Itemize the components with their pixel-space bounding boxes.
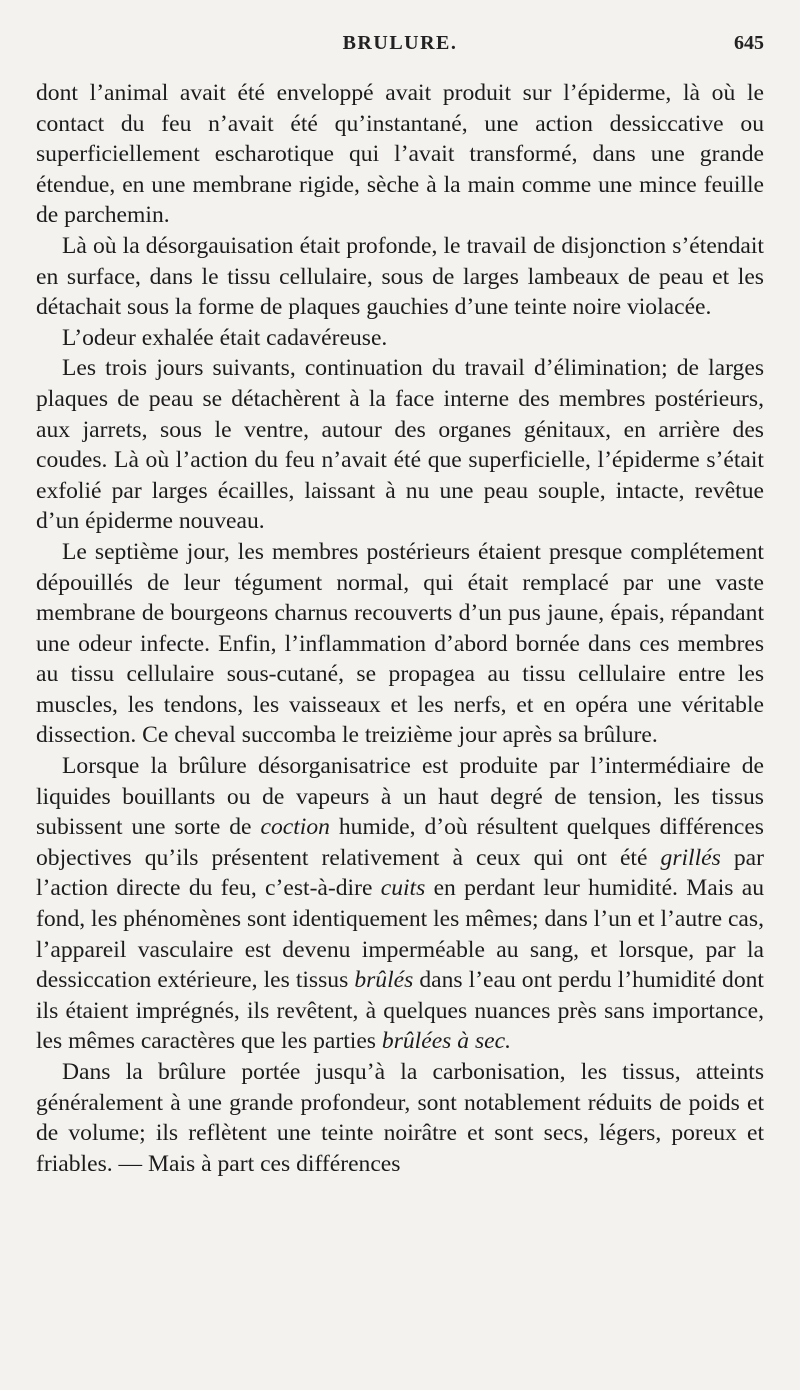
italic-term: coction: [260, 814, 330, 841]
paragraph-1: [36, 78, 764, 231]
paragraph-7: [36, 1057, 764, 1179]
body-text: [36, 78, 764, 1179]
paragraph-6: [36, 751, 764, 1057]
page-number: 645: [734, 32, 764, 54]
paragraph-5: [36, 537, 764, 751]
text-run: L’odeur exhalée était cadavéreuse.: [62, 324, 388, 351]
text-run: par l’action directe du feu, c’est-à-dire: [36, 844, 765, 902]
text-run: en perdant leur humidité. Mais au fond, les phénomènes sont identiquement les mêmes; dans l’un et l’autre cas, l’appareil vasculaire est devenu imperméable au sang, et lorsque, par la dessiccation extérieure, les tissus: [36, 875, 764, 994]
paragraph-3: [36, 323, 764, 354]
italic-term: brûlés: [354, 967, 414, 994]
paragraph-2: [36, 231, 764, 323]
running-head: [36, 32, 764, 62]
text-run: Le septième jour, les membres postérieurs étaient presque complétement dépouillés de leur tégument normal, qui était remplacé par une vaste membrane de bourgeons charnus recouverts d’un pus jaune, épais, répandant une odeur infecte. Enfin, l’inflammation d’abord bornée dans ces membres au tissu cellulaire sous-cutané, se propagea au tissu cellulaire entre les muscles, les tendons, les vaisseaux et les nerfs, et en opéra une véritable dissection. Ce cheval succomba le treizième jour après sa brûlure.: [36, 538, 764, 749]
paragraph-4: [36, 353, 764, 537]
text-run: dont l’animal avait été enveloppé avait produit sur l’épiderme, là où le contact du feu n’avait été qu’instantané, une action dessiccative ou superficiellement escharotique qui l’avait transformé, dans une grande étendue, en une membrane rigide, sèche à la main comme une mince feuille de parchemin.: [36, 80, 764, 229]
running-title: BRULURE.: [342, 32, 458, 54]
italic-term: grillés: [660, 844, 721, 871]
text-run: dans l’eau ont perdu l’humidité dont ils étaient imprégnés, ils revêtent, à quelques nuances près sans importance, les mêmes caractères que les parties: [36, 967, 764, 1055]
italic-term: brûlées à sec.: [381, 1028, 511, 1055]
text-run: Dans la brûlure portée jusqu’à la carbonisation, les tissus, atteints généralement à une grande profondeur, sont notablement réduits de poids et de volume; ils reflètent une teinte noirâtre et sont secs, légers, poreux et friables. — Mais à part ces différences: [36, 1059, 764, 1177]
text-run: Lorsque la brûlure désorganisatrice est produite par l’intermédiaire de liquides bouillants ou de vapeurs à un haut degré de tension, les tissus subissent une sorte de: [36, 753, 764, 841]
italic-term: cuits: [380, 875, 426, 902]
text-run: humide, d’où résultent quelques différences objectives qu’ils présentent relativement à ceux qui ont été: [36, 814, 764, 871]
text-run: Là où la désorgauisation était profonde, le travail de disjonction s’étendait en surface, dans le tissu cellulaire, sous de larges lambeaux de peau et les détachait sous la forme de plaques gauchies d’une teinte noire violacée.: [36, 232, 764, 321]
text-run: Les trois jours suivants, continuation du travail d’élimination; de larges plaques de peau se détachèrent à la face interne des membres postérieurs, aux jarrets, sous le ventre, autour des organes génitaux, en arrière des coudes. Là où l’action du feu n’avait été que superficielle, l’épiderme s’était exfolié par larges écailles, laissant à nu une peau souple, intacte, revêtue d’un épiderme nouveau.: [36, 355, 764, 535]
